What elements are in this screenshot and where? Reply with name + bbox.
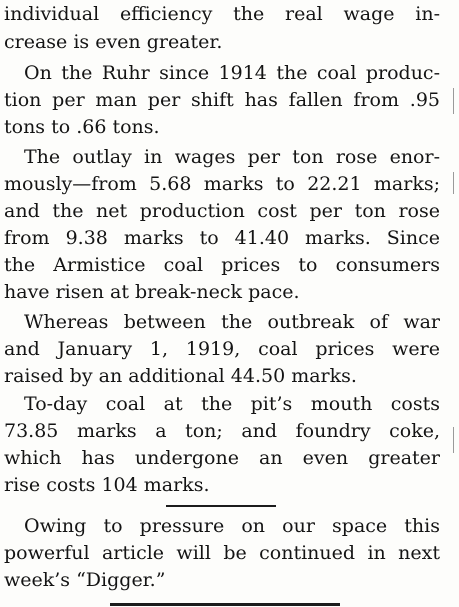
article-line: which has undergone an even greater <box>4 447 440 469</box>
article-line: mously—from 5.68 marks to 22.21 marks; <box>4 173 440 195</box>
article-line: individual efficiency the real wage in- <box>4 3 440 25</box>
article-line: Whereas between the outbreak of war <box>24 311 440 333</box>
column-edge-mark <box>453 427 454 453</box>
notice-line: week’s “Digger.” <box>4 569 166 591</box>
article-line: and the net production cost per ton rose <box>4 200 440 222</box>
article-line: On the Ruhr since 1914 the coal produc- <box>24 62 440 84</box>
article-line: tion per man per shift has fallen from .95 <box>4 89 440 111</box>
article-line: The outlay in wages per ton rose enor- <box>24 146 440 168</box>
article-line: crease is even greater. <box>4 31 223 53</box>
notice-line: powerful article will be continued in next <box>4 542 440 564</box>
notice-line: Owing to pressure on our space this <box>24 515 440 537</box>
article-line: have risen at break-neck pace. <box>4 281 300 303</box>
section-divider <box>166 505 276 507</box>
article-line: To-day coal at the pit’s mouth costs <box>24 393 440 415</box>
column-edge-mark <box>453 172 454 194</box>
article-line: raised by an additional 44.50 marks. <box>4 365 357 387</box>
article-line: 73.85 marks a ton; and foundry coke, <box>4 420 440 442</box>
article-line: tons to .66 tons. <box>4 116 160 138</box>
article-line: and January 1, 1919, coal prices were <box>4 338 440 360</box>
article-line: the Armistice coal prices to consumers <box>4 254 440 276</box>
column-edge-mark <box>453 88 454 114</box>
article-line: from 9.38 marks to 41.40 marks. Since <box>4 227 440 249</box>
article-line: rise costs 104 marks. <box>4 474 210 496</box>
column-end-rule <box>110 603 340 606</box>
